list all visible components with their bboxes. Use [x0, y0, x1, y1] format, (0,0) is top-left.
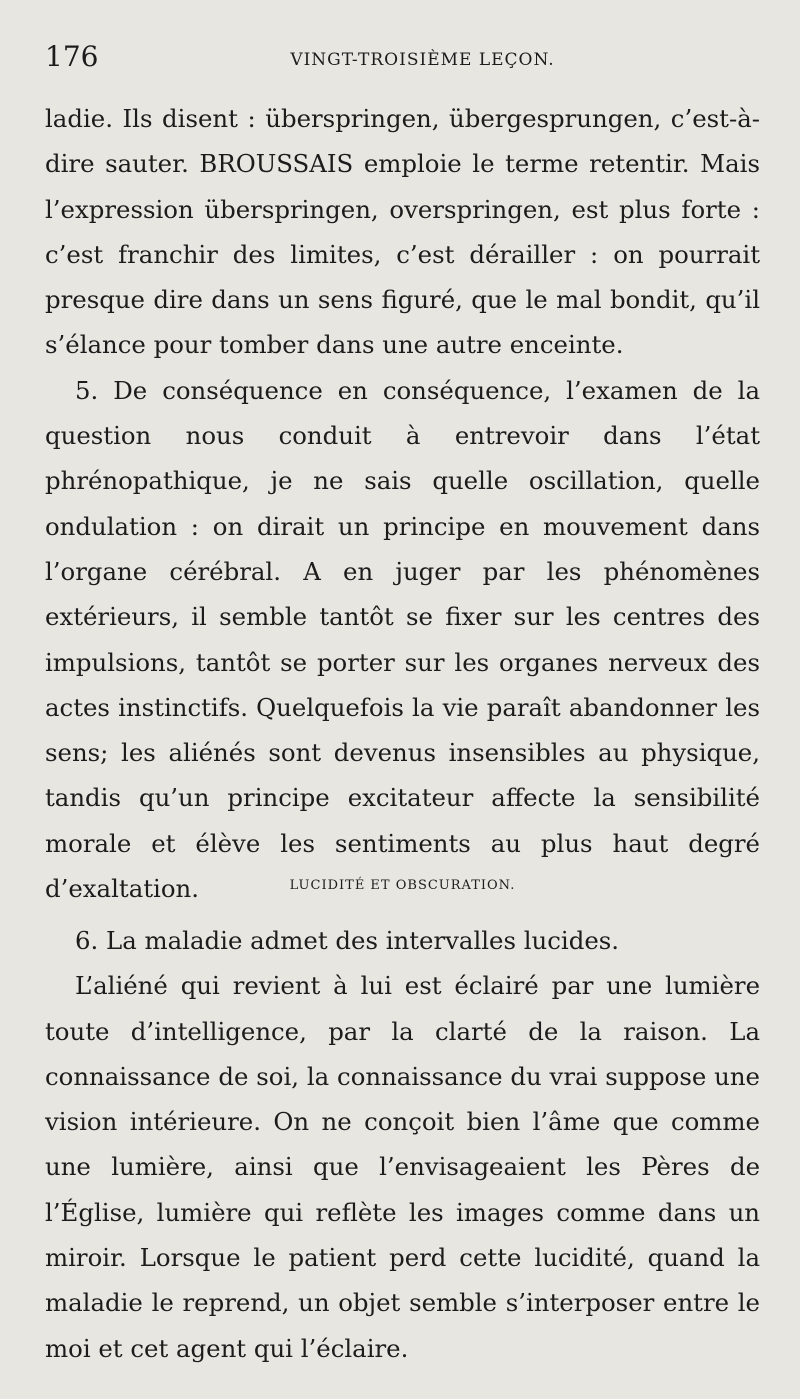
section-text — [45, 918, 760, 1371]
page-header — [45, 42, 760, 82]
paragraph-section-5: 5. De conséquence en conséquence, l’examen de la question nous conduit à entrevoir dans l’état phrénopathique, je ne sais quelle oscillation, quelle ondulation : on dirait un principe en mouvement dans l’organe cérébral. A en juger par les phénomènes extérieurs, il semble tantôt se fixer sur les centres des impulsions, tantôt se porter sur les organes nerveux des actes instinctifs. Quelquefois la vie paraît abandonner les sens; les aliénés sont devenus insensibles au physique, tandis qu’un principe excitateur affecte la sensibilité morale et élève les sentiments au plus haut degré d’exaltation. — [45, 375, 760, 904]
page-number: 176 — [45, 40, 99, 73]
section-heading: LUCIDITÉ ET OBSCURATION. — [289, 878, 516, 893]
paragraph-section-6: 6. La maladie admet des intervalles lucides. — [75, 926, 620, 955]
main-text — [45, 96, 760, 911]
running-title: VINGT-TROISIÈME LEÇON. — [290, 50, 555, 70]
paragraph-lucidity: L’aliéné qui revient à lui est éclairé par une lumière toute d’intelligence, par la clarté de la raison. La connaissance de soi, la connaissance du vrai suppose une vision intérieure. On ne conçoit bien l’âme que comme une lumière, ainsi que l’envisageaient les Pères de l’Église, lumière qui reflète les images comme dans un miroir. Lorsque le patient perd cette lucidité, quand la maladie le reprend, un objet semble s’interposer entre le moi et cet agent qui l’éclaire. — [45, 971, 760, 1363]
paragraph-continuation: ladie. Ils disent : überspringen, übergesprungen, c’est-à-dire sauter. BROUSSAIS emploie le terme retentir. Mais l’expression überspringen, overspringen, est plus forte : c’est franchir des limites, c’est dérailler : on pourrait presque dire dans un sens figuré, que le mal bondit, qu’il s’élance pour tomber dans une autre enceinte. — [45, 104, 760, 360]
